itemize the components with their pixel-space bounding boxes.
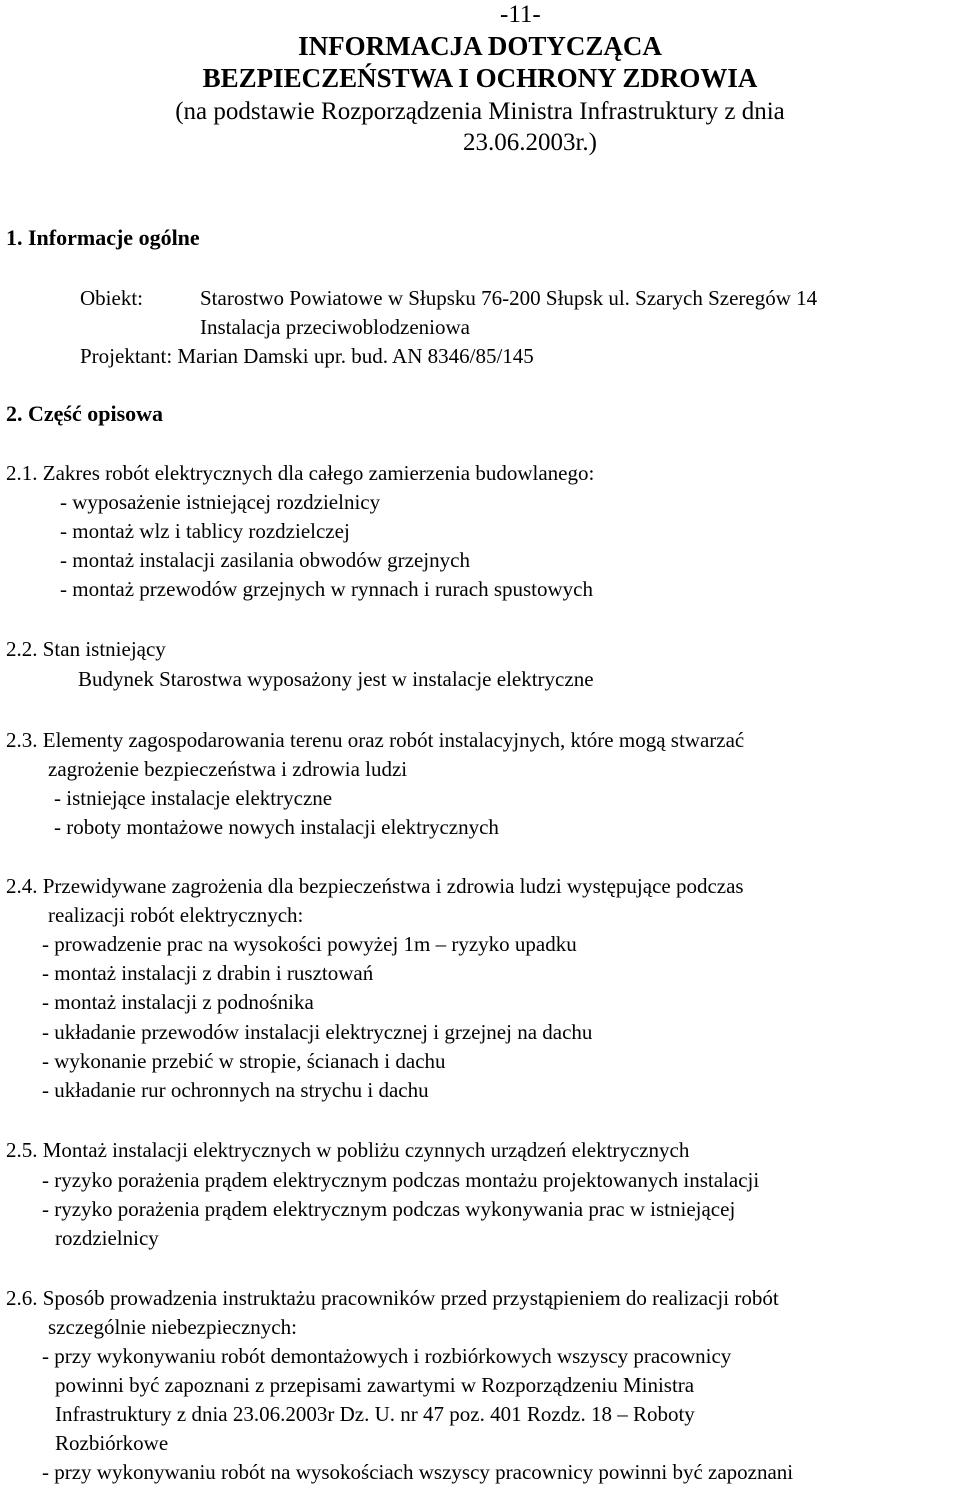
text-line: - istniejące instalacje elektryczne (54, 786, 333, 810)
text-line: Budynek Starostwa wyposażony jest w instalacje elektryczne (78, 667, 594, 691)
text-line: - układanie rur ochronnych na strychu i dachu (42, 1078, 429, 1102)
text-line: powinni być zapoznani z przepisami zawartymi w Rozporządzeniu Ministra (55, 1373, 695, 1397)
text-line: szczególnie niebezpiecznych: (48, 1315, 297, 1339)
text-line: - ryzyko porażenia prądem elektrycznym podczas montażu projektowanych instalacji (42, 1168, 760, 1192)
text-line: 2.5. Montaż instalacji elektrycznych w pobliżu czynnych urządzeń elektrycznych (6, 1138, 690, 1162)
text-line: - ryzyko porażenia prądem elektrycznym podczas wykonywania prac w istniejącej (42, 1197, 736, 1221)
text-line: 2.3. Elementy zagospodarowania terenu oraz robót instalacyjnych, które mogą stwarzać (6, 728, 745, 752)
document-heading-line1: INFORMACJA DOTYCZĄCA (298, 31, 662, 61)
text-line: - wyposażenie istniejącej rozdzielnicy (60, 490, 381, 514)
document-subheading-line2: 23.06.2003r.) (462, 129, 598, 156)
page-number: -11- (500, 1, 541, 28)
text-line: - montaż instalacji z drabin i rusztowań (42, 961, 374, 985)
text-line: rozdzielnicy (55, 1226, 159, 1250)
text-line: 2.1. Zakres robót elektrycznych dla całego zamierzenia budowlanego: (6, 461, 595, 485)
text-line: - montaż przewodów grzejnych w rynnach i rurach spustowych (60, 577, 593, 601)
text-line: - roboty montażowe nowych instalacji elektrycznych (54, 815, 499, 839)
text-line: Rozbiórkowe (55, 1431, 169, 1455)
obiekt-value-line2: Instalacja przeciwoblodzeniowa (200, 315, 470, 339)
projektant-line: Projektant: Marian Damski upr. bud. AN 8346/85/145 (80, 344, 534, 368)
text-line: 2.2. Stan istniejący (6, 637, 166, 661)
obiekt-value-line1: Starostwo Powiatowe w Słupsku 76-200 Słupsk ul. Szarych Szeregów 14 (200, 286, 818, 310)
text-line: - przy wykonywaniu robót demontażowych i rozbiórkowych wszyscy pracownicy (42, 1344, 732, 1368)
document-heading-line2: BEZPIECZEŃSTWA I OCHRONY ZDROWIA (202, 63, 758, 93)
text-line: realizacji robót elektrycznych: (48, 903, 304, 927)
section-1-title: 1. Informacje ogólne (6, 225, 200, 250)
text-line: - przy wykonywaniu robót na wysokościach wszyscy pracownicy powinni być zapoznani (42, 1460, 794, 1484)
text-line: - wykonanie przebić w stropie, ścianach i dachu (42, 1049, 446, 1073)
text-line: - układanie przewodów instalacji elektrycznej i grzejnej na dachu (42, 1020, 593, 1044)
obiekt-label: Obiekt: (80, 286, 143, 310)
text-line: 2.4. Przewidywane zagrożenia dla bezpieczeństwa i zdrowia ludzi występujące podczas (6, 874, 744, 898)
text-line: - montaż wlz i tablicy rozdzielczej (60, 519, 350, 543)
text-line: - prowadzenie prac na wysokości powyżej 1m – ryzyko upadku (42, 932, 577, 956)
text-line: zagrożenie bezpieczeństwa i zdrowia ludzi (48, 757, 408, 781)
text-line: - montaż instalacji zasilania obwodów grzejnych (60, 548, 470, 572)
text-line: 2.6. Sposób prowadzenia instruktażu pracowników przed przystąpieniem do realizacji robót (6, 1286, 779, 1310)
text-line: Infrastruktury z dnia 23.06.2003r Dz. U. nr 47 poz. 401 Rozdz. 18 – Roboty (55, 1402, 695, 1426)
text-line: - montaż instalacji z podnośnika (42, 990, 314, 1014)
section-2-title: 2. Część opisowa (6, 401, 164, 426)
document-subheading-line1: (na podstawie Rozporządzenia Ministra Infrastruktury z dnia (175, 98, 785, 125)
